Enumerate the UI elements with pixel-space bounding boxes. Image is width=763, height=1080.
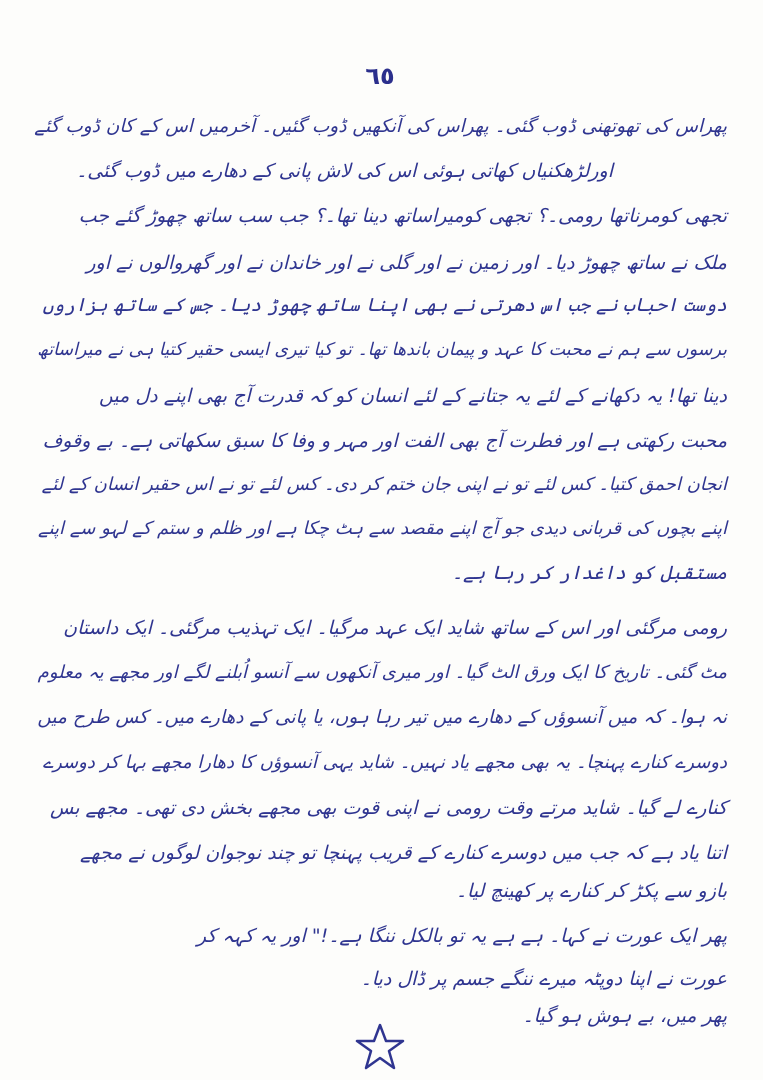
text-line-1: پھراس کی تھوتھنی ڈوب گئی۔ پھراس کی آنکھیں ڈوب گئیں۔ آخرمیں اس کے کان ڈوب گئے (34, 116, 727, 137)
text-line-14: نہ ہوا۔ کہ میں آنسوؤں کے دھارے میں تیر رہا ہوں، یا پانی کے دھارے میں۔ کس طرح میں (37, 707, 727, 728)
text-line-16: کنارے لے گیا۔ شاید مرتے وقت رومی نے اپنی قوت بھی مجھے بخش دی تھی۔ مجھے بس (50, 797, 727, 819)
text-line-2: اورلڑھکنیاں کھاتی ہوئی اس کی لاش پانی کے دھارے میں ڈوب گئی۔ (76, 160, 613, 182)
text-line-19: پھر ایک عورت نے کہا۔ ہے ہے یہ تو بالکل ننگا ہے۔!" اور یہ کہہ کر (196, 925, 727, 947)
text-line-11: مستقبل کو داغدار کر رہا ہے۔ (451, 562, 727, 584)
text-line-20: عورت نے اپنا دوپٹہ میرے ننگے جسم پر ڈال دیا۔ (360, 968, 727, 990)
text-line-10: اپنے بچوں کی قربانی دیدی جو آج اپنے مقصد سے ہٹ چکا ہے اور ظلم و ستم کے لہو سے اپنے (38, 518, 727, 539)
text-line-9: انجان احمق کتیا۔ کس لئے تو نے اپنی جان ختم کر دی۔ کس لئے تو نے اس حقیر انسان کے لئے (41, 474, 727, 495)
text-line-12: رومی مرگئی اور اس کے ساتھ شاید ایک عہد مرگیا۔ ایک تہذیب مرگئی۔ ایک داستان (63, 617, 727, 639)
text-line-15: دوسرے کنارے پہنچا۔ یہ بھی مجھے یاد نہیں۔ شاید یہی آنسوؤں کا دھارا مجھے بہا کر دوسرے (42, 752, 727, 773)
text-line-4: ملک نے ساتھ چھوڑ دیا۔ اور زمین نے اور گلی نے اور خاندان نے اور گھروالوں نے اور (86, 252, 727, 274)
text-line-3: تجھی کومرناتھا رومی۔؟ تجھی کومیراساتھ دینا تھا۔؟ جب سب ساتھ چھوڑ گئے جب (78, 205, 727, 227)
text-line-18: بازو سے پکڑ کر کنارے پر کھینچ لیا۔ (455, 880, 727, 902)
text-line-6: برسوں سے ہم نے محبت کا عہد و پیمان باندھا تھا۔ تو کیا تیری ایسی حقیر کتیا ہی نے میراساتھ (37, 340, 727, 360)
text-line-7: دینا تھا! یہ دکھانے کے لئے یہ جتانے کے لئے انسان کو کہ قدرت آج بھی اپنے دل میں (98, 385, 727, 407)
text-line-21: پھر میں، بے ہوش ہو گیا۔ (522, 1005, 727, 1027)
text-line-5: دوست احباب نے جب اس دھرتی نے بھی اپنا ساتھ چھوڑ دیا۔ جس کے ساتھ ہزاروں (42, 295, 727, 316)
text-line-13: مٹ گئی۔ تاریخ کا ایک ورق الٹ گیا۔ اور میری آنکھوں سے آنسو اُبلنے لگے اور مجھے یہ معلوم (37, 662, 727, 683)
star-outline-icon (355, 1022, 405, 1072)
page-number: ٦٥ (365, 62, 395, 90)
text-line-17: اتنا یاد ہے کہ جب میں دوسرے کنارے کے قریب پہنچا تو چند نوجوان لوگوں نے مجھے (79, 842, 727, 864)
text-line-8: محبت رکھتی ہے اور فطرت آج بھی الفت اور مہر و وفا کا سبق سکھاتی ہے۔ بے وقوف (42, 430, 727, 452)
